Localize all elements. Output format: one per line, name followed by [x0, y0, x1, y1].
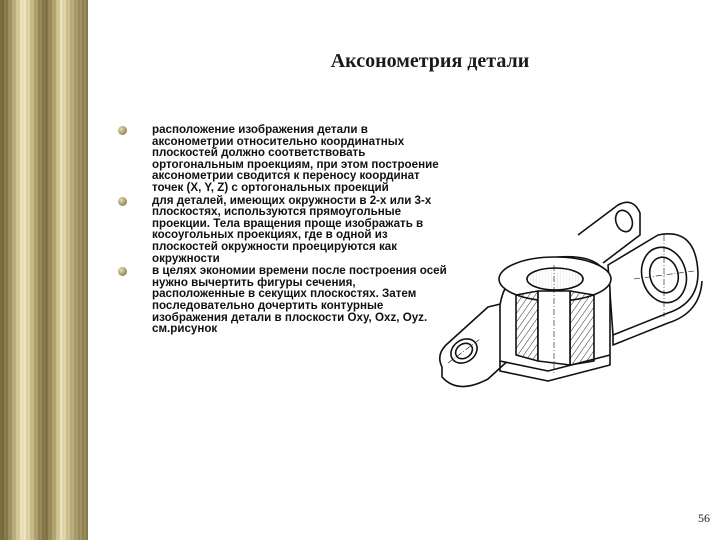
- decorative-side-band: [0, 0, 88, 540]
- bullet-item: [118, 195, 448, 265]
- slide-title: Аксонометрия детали: [330, 50, 530, 72]
- bullet-item: [118, 124, 448, 194]
- page-number: 56: [698, 511, 710, 525]
- bullet-icon: [118, 197, 127, 206]
- bullet-text: для деталей, имеющих окружности в 2-х или 3-х плоскостях, используются прямоугольные проекции. Тела вращения проще изображать в косоугольных проекциях, где в одной из плоскостей окружности проецируются как окружности: [152, 193, 432, 265]
- bullet-list: [118, 124, 448, 336]
- part-axonometric-drawing: [428, 195, 708, 410]
- bullet-text: расположение изображения детали в аксонометрии относительно координатных плоскостей должно соответствовать ортогональным проекциям, при этом построение аксонометрии сводится к переносу координат точек (X, Y, Z) с ортогональных проекций: [152, 123, 439, 194]
- bullet-icon: [118, 126, 127, 135]
- bullet-item: [118, 265, 448, 335]
- bullet-text: в целях экономии времени после построения осей нужно вычертить фигуры сечения, расположенные в секущих плоскостях. Затем последовательно дочертить контурные изображения детали в плоскости Oxy, Oxz, Oyz. см.рисунок: [152, 264, 447, 336]
- bullet-icon: [118, 267, 127, 276]
